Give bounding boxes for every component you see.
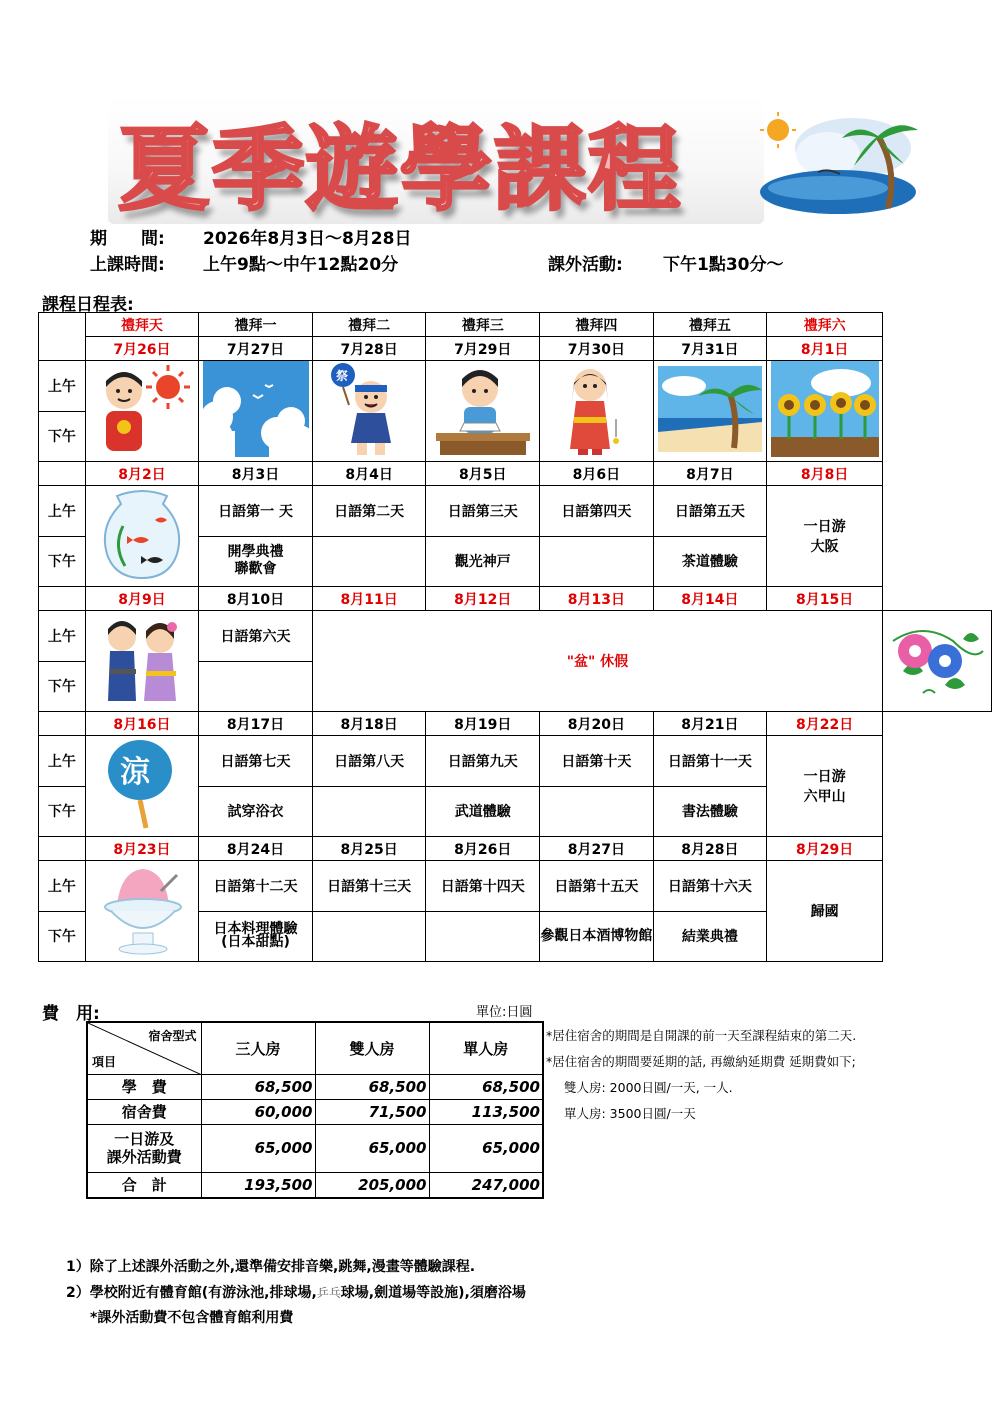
date-cell: 8月14日 bbox=[653, 587, 767, 611]
date-cell: 8月18日 bbox=[312, 712, 425, 736]
activity-cell: 武道體驗 bbox=[426, 786, 540, 837]
fees-value: 65,000 bbox=[315, 1124, 429, 1172]
week1-am-row bbox=[39, 361, 992, 412]
schedule-title: 課程日程表: bbox=[42, 295, 134, 315]
week1-sat-illustration bbox=[767, 361, 883, 462]
date-cell: 8月25日 bbox=[312, 837, 425, 861]
sun-icon bbox=[92, 361, 192, 457]
note-line: *居住宿舍的期間是自開課的前一天至課程結束的第二天. bbox=[546, 1028, 857, 1043]
class-cell: 日語第十三天 bbox=[312, 861, 425, 912]
date-cell: 8月21日 bbox=[653, 712, 767, 736]
weekday-sun: 禮拜天 bbox=[85, 313, 198, 337]
class-time-value: 上午9點～中午12點20分 bbox=[203, 255, 399, 275]
activity-cell bbox=[426, 911, 540, 962]
beach-palm-icon bbox=[658, 366, 762, 452]
spacer-cell bbox=[39, 837, 86, 861]
date-cell: 8月26日 bbox=[426, 837, 540, 861]
date-row-1 bbox=[39, 337, 992, 361]
pm-label: 下午 bbox=[39, 786, 86, 837]
holiday-cell: "盆" 休假 bbox=[312, 611, 882, 712]
date-row-4 bbox=[39, 712, 992, 736]
fees-col-header: 單人房 bbox=[429, 1022, 543, 1074]
footer-line-2a: 2）學校附近有體育館(有游泳池,排球場, bbox=[66, 1285, 317, 1301]
date-cell: 8月24日 bbox=[199, 837, 313, 861]
activity-cell bbox=[312, 911, 425, 962]
activity-cell: 日本料理體驗 (日本甜點) bbox=[199, 911, 313, 962]
footer-line-3: *課外活動費不包含體育館利用費 bbox=[90, 1310, 294, 1326]
fees-row-label: 宿舍費 bbox=[87, 1099, 201, 1124]
weekday-fri: 禮拜五 bbox=[653, 313, 767, 337]
week3-sun-illustration bbox=[85, 611, 198, 712]
activity-label: 課外活動: bbox=[548, 255, 623, 275]
date-cell: 8月29日 bbox=[767, 837, 883, 861]
fees-unit: 單位:日圓 bbox=[476, 1005, 533, 1020]
schedule-table bbox=[38, 312, 992, 962]
class-cell: 日語第十二天 bbox=[199, 861, 313, 912]
date-cell: 8月16日 bbox=[85, 712, 198, 736]
note-line: 雙人房: 2000日圓/一天, 一人. bbox=[564, 1080, 733, 1095]
fees-value: 113,500 bbox=[429, 1099, 543, 1124]
date-row-2 bbox=[39, 462, 992, 486]
pm-label: 下午 bbox=[39, 661, 86, 712]
spacer-cell bbox=[39, 462, 86, 486]
fees-col-header: 三人房 bbox=[201, 1022, 315, 1074]
activity-cell bbox=[540, 536, 653, 587]
activity-cell: 觀光神戸 bbox=[426, 536, 540, 587]
activity-cell: 參觀日本酒博物館 bbox=[540, 911, 653, 962]
activity-cell: 茶道體驗 bbox=[653, 536, 767, 587]
date-cell: 8月20日 bbox=[540, 712, 653, 736]
fees-header-row bbox=[87, 1022, 543, 1074]
class-cell: 日語第七天 bbox=[199, 736, 313, 787]
date-cell: 8月12日 bbox=[426, 587, 540, 611]
uchiwa-fan-icon bbox=[102, 736, 182, 832]
date-cell: 8月7日 bbox=[653, 462, 767, 486]
footer-line-1: 1）除了上述課外活動之外,還準備安排音樂,跳舞,漫畫等體驗課程. bbox=[66, 1259, 476, 1275]
class-cell: 日語第九天 bbox=[426, 736, 540, 787]
fees-title: 費 用: bbox=[42, 1004, 100, 1024]
date-cell: 8月5日 bbox=[426, 462, 540, 486]
sunflowers-icon bbox=[771, 361, 879, 457]
activity-value: 下午1點30分～ bbox=[663, 255, 784, 275]
fees-row bbox=[87, 1074, 543, 1099]
class-cell: 日語第二天 bbox=[312, 486, 425, 537]
date-cell: 8月27日 bbox=[540, 837, 653, 861]
fees-total-row bbox=[87, 1172, 543, 1198]
date-row-3 bbox=[39, 587, 992, 611]
date-cell: 7月28日 bbox=[312, 337, 425, 361]
activity-cell bbox=[199, 661, 313, 712]
date-cell: 8月19日 bbox=[426, 712, 540, 736]
class-time-label: 上課時間: bbox=[90, 255, 165, 275]
class-cell: 日語第十天 bbox=[540, 736, 653, 787]
date-cell: 8月8日 bbox=[767, 462, 883, 486]
goldfish-bowl-icon bbox=[97, 486, 187, 582]
date-cell: 8月4日 bbox=[312, 462, 425, 486]
class-cell: 日語第十四天 bbox=[426, 861, 540, 912]
class-cell: 日語第五天 bbox=[653, 486, 767, 537]
activity-cell: 開學典禮 聯歡會 bbox=[199, 536, 313, 587]
weekday-mon: 禮拜一 bbox=[199, 313, 313, 337]
week4-sun-illustration bbox=[85, 736, 198, 837]
tropical-beach-icon bbox=[758, 108, 934, 216]
class-cell: 日語第八天 bbox=[312, 736, 425, 787]
class-cell: 日語第一 天 bbox=[199, 486, 313, 537]
pm-label: 下午 bbox=[39, 911, 86, 962]
footer-line-2c: 球場,劍道場等設施),須磨浴場 bbox=[340, 1285, 526, 1301]
date-cell: 8月28日 bbox=[653, 837, 767, 861]
week2-sun-illustration bbox=[85, 486, 198, 587]
activity-cell: 試穿浴衣 bbox=[199, 786, 313, 837]
fees-total: 247,000 bbox=[429, 1172, 543, 1198]
week4-am-row bbox=[39, 736, 992, 787]
weekday-thu: 禮拜四 bbox=[540, 313, 653, 337]
date-cell: 8月11日 bbox=[312, 587, 425, 611]
yukata-couple-icon bbox=[92, 611, 192, 707]
day-trip-cell: 一日游 大阪 bbox=[767, 486, 883, 587]
fees-value: 68,500 bbox=[429, 1074, 543, 1099]
date-cell: 8月13日 bbox=[540, 587, 653, 611]
am-label: 上午 bbox=[39, 861, 86, 912]
fees-table bbox=[86, 1021, 544, 1199]
date-cell: 8月17日 bbox=[199, 712, 313, 736]
activity-cell: 書法體驗 bbox=[653, 786, 767, 837]
activity-cell: 結業典禮 bbox=[653, 911, 767, 962]
festival-boy-icon bbox=[319, 361, 419, 457]
fees-corner-bottom: 項目 bbox=[92, 1054, 117, 1069]
week1-tue-illustration bbox=[312, 361, 425, 462]
am-label: 上午 bbox=[39, 611, 86, 662]
class-cell: 日語第四天 bbox=[540, 486, 653, 537]
fees-col-header: 雙人房 bbox=[315, 1022, 429, 1074]
pm-label: 下午 bbox=[39, 411, 86, 462]
fees-corner-cell bbox=[87, 1022, 201, 1074]
class-cell: 日語第十五天 bbox=[540, 861, 653, 912]
note-line: 單人房: 3500日圓/一天 bbox=[564, 1106, 696, 1121]
fees-corner-top: 宿舍型式 bbox=[148, 1029, 197, 1043]
class-cell: 日語第十一天 bbox=[653, 736, 767, 787]
date-row-5 bbox=[39, 837, 992, 861]
activity-cell bbox=[540, 786, 653, 837]
week2-am-row bbox=[39, 486, 992, 537]
date-cell: 7月30日 bbox=[540, 337, 653, 361]
date-cell: 8月6日 bbox=[540, 462, 653, 486]
week1-mon-illustration bbox=[199, 361, 313, 462]
am-label: 上午 bbox=[39, 486, 86, 537]
fees-row bbox=[87, 1099, 543, 1124]
fees-row bbox=[87, 1124, 543, 1172]
date-cell: 7月31日 bbox=[653, 337, 767, 361]
week1-wed-illustration bbox=[426, 361, 540, 462]
weekday-row bbox=[39, 313, 992, 337]
corner-cell bbox=[39, 313, 86, 361]
footer-line-2 bbox=[66, 1282, 526, 1302]
morning-glory-icon bbox=[883, 611, 991, 707]
period-label: 期 間: bbox=[90, 229, 165, 249]
shaved-ice-icon bbox=[97, 861, 187, 957]
activity-cell bbox=[312, 786, 425, 837]
date-cell: 7月26日 bbox=[85, 337, 198, 361]
yukata-girl-icon bbox=[546, 361, 646, 457]
date-cell: 8月1日 bbox=[767, 337, 883, 361]
date-cell: 8月3日 bbox=[199, 462, 313, 486]
fees-row-label: 合 計 bbox=[87, 1172, 201, 1198]
departure-cell: 歸國 bbox=[767, 861, 883, 962]
studying-boy-icon bbox=[430, 361, 536, 457]
period-value: 2026年8月3日～8月28日 bbox=[203, 229, 412, 249]
fees-row-label: 一日游及 課外活動費 bbox=[87, 1124, 201, 1172]
spacer-cell bbox=[39, 712, 86, 736]
fees-total: 205,000 bbox=[315, 1172, 429, 1198]
pm-label: 下午 bbox=[39, 536, 86, 587]
svg-text:祭: 祭 bbox=[336, 369, 349, 383]
fees-value: 65,000 bbox=[429, 1124, 543, 1172]
fees-value: 68,500 bbox=[315, 1074, 429, 1099]
fees-value: 71,500 bbox=[315, 1099, 429, 1124]
spacer-cell bbox=[39, 587, 86, 611]
fees-value: 68,500 bbox=[201, 1074, 315, 1099]
fees-value: 60,000 bbox=[201, 1099, 315, 1124]
sky-clouds-icon bbox=[203, 361, 309, 457]
svg-text:涼: 涼 bbox=[119, 755, 150, 790]
date-cell: 8月23日 bbox=[85, 837, 198, 861]
week3-sat-illustration bbox=[883, 611, 992, 712]
date-cell: 8月15日 bbox=[767, 587, 883, 611]
class-cell: 日語第六天 bbox=[199, 611, 313, 662]
week3-am-row bbox=[39, 611, 992, 662]
weekday-sat: 禮拜六 bbox=[767, 313, 883, 337]
note-line: *居住宿舍的期間要延期的話, 再繳納延期費 延期費如下; bbox=[546, 1054, 856, 1069]
week1-thu-illustration bbox=[540, 361, 653, 462]
class-cell: 日語第三天 bbox=[426, 486, 540, 537]
date-cell: 7月29日 bbox=[426, 337, 540, 361]
fees-row-label: 學 費 bbox=[87, 1074, 201, 1099]
date-cell: 8月2日 bbox=[85, 462, 198, 486]
weekday-tue: 禮拜二 bbox=[312, 313, 425, 337]
date-cell: 8月10日 bbox=[199, 587, 313, 611]
week1-sun-illustration bbox=[85, 361, 198, 462]
page-title: 夏季遊學課程 bbox=[118, 116, 683, 223]
am-label: 上午 bbox=[39, 736, 86, 787]
date-cell: 7月27日 bbox=[199, 337, 313, 361]
fees-value: 65,000 bbox=[201, 1124, 315, 1172]
week5-am-row bbox=[39, 861, 992, 912]
date-cell: 8月9日 bbox=[85, 587, 198, 611]
activity-cell bbox=[312, 536, 425, 587]
footer-line-2b: 乒乓 bbox=[316, 1286, 341, 1300]
class-cell: 日語第十六天 bbox=[653, 861, 767, 912]
fees-total: 193,500 bbox=[201, 1172, 315, 1198]
weekday-wed: 禮拜三 bbox=[426, 313, 540, 337]
week5-sun-illustration bbox=[85, 861, 198, 962]
day-trip-cell: 一日游 六甲山 bbox=[767, 736, 883, 837]
week1-fri-illustration bbox=[653, 361, 767, 462]
date-cell: 8月22日 bbox=[767, 712, 883, 736]
am-label: 上午 bbox=[39, 361, 86, 412]
